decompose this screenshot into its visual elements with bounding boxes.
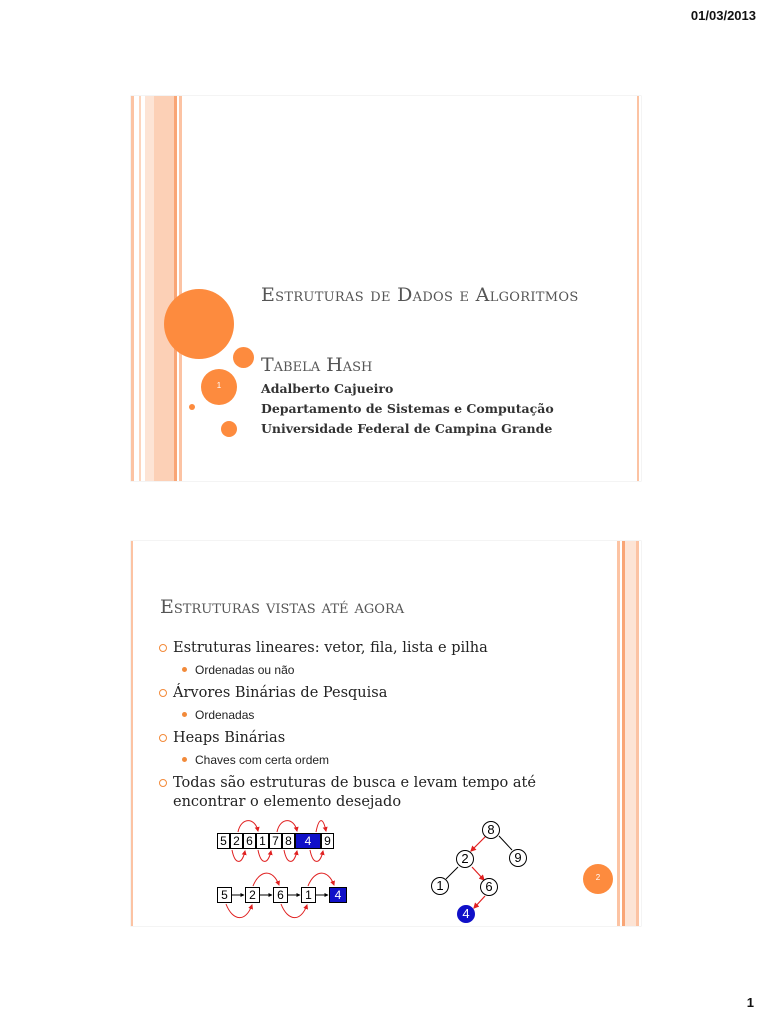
bullet-item: Árvores Binárias de Pesquisa [158, 684, 598, 703]
search-arrow [308, 873, 334, 886]
title-slide [131, 96, 641, 481]
decor-stripe [637, 96, 639, 481]
decor-circle-tiny [189, 404, 195, 410]
array-cell: 6 [243, 833, 256, 849]
array-cell: 7 [269, 833, 282, 849]
search-arrow [316, 821, 326, 832]
array-cell-highlighted: 4 [295, 833, 321, 849]
tree-edge [446, 867, 458, 879]
list-node: 5 [217, 887, 232, 903]
array-search-arrows [131, 541, 641, 926]
decor-circle-medium [233, 347, 254, 368]
list-node: 6 [273, 887, 288, 903]
bullet-item: Heaps Binárias [158, 729, 598, 748]
list-node-highlighted: 4 [329, 887, 347, 903]
decor-stripe [139, 96, 141, 481]
search-arrow [253, 873, 279, 886]
list-node: 2 [245, 887, 260, 903]
presentation-subtitle: Tabela Hash [261, 354, 373, 376]
array-cell: 2 [230, 833, 243, 849]
array-diagram [217, 833, 355, 849]
slide-title: Estruturas vistas até agora [160, 596, 405, 618]
tree-edge [472, 867, 484, 880]
bullet-item: Todas são estruturas de busca e levam tempo até encontrar o elemento desejado [158, 774, 598, 812]
tree-edge [499, 836, 512, 850]
author-name: Adalberto Cajueiro [261, 381, 394, 396]
sub-bullet-item: Ordenadas [158, 706, 598, 724]
search-arrow [281, 904, 307, 918]
tree-node: 1 [431, 877, 449, 895]
department-name: Departamento de Sistemas e Computação [261, 401, 554, 416]
array-cell: 8 [282, 833, 295, 849]
search-arrow [258, 850, 271, 861]
search-arrow [238, 821, 258, 832]
slide-number-badge [201, 369, 237, 405]
array-cell: 5 [217, 833, 230, 849]
tree-node: 8 [482, 821, 500, 839]
search-arrow [310, 850, 323, 861]
sub-bullet-item: Ordenadas ou não [158, 661, 598, 679]
decor-stripe [131, 96, 134, 481]
page-date: 01/03/2013 [690, 8, 756, 23]
array-cell: 1 [256, 833, 269, 849]
decor-stripe [174, 96, 177, 481]
search-arrow [232, 850, 245, 861]
bullet-item: Estruturas lineares: vetor, fila, lista e pilha [158, 639, 598, 658]
tree-node: 9 [509, 849, 527, 867]
decor-stripe [154, 96, 174, 481]
slide-number: 1 [216, 381, 222, 390]
presentation-title: Estruturas de Dados e Algoritmos [261, 284, 579, 306]
slide-number: 2 [595, 873, 601, 882]
decor-stripe [145, 96, 154, 481]
author-block [261, 379, 554, 439]
tree-node: 6 [480, 878, 498, 896]
decor-circle-large [164, 289, 234, 359]
content-slide [131, 541, 641, 926]
tree-node-highlighted: 4 [457, 905, 475, 923]
page-number: 1 [746, 995, 754, 1010]
sub-bullet-item: Chaves com certa ordem [158, 751, 598, 769]
tree-node: 2 [456, 850, 474, 868]
university-name: Universidade Federal de Campina Grande [261, 421, 553, 436]
search-arrow [284, 850, 297, 861]
decor-stripe [179, 96, 182, 481]
tree-edge [471, 836, 486, 851]
search-arrow [226, 904, 252, 918]
tree-edge [474, 896, 485, 908]
decor-circle-small [221, 421, 237, 437]
list-diagram [217, 887, 347, 903]
search-arrow [277, 821, 297, 832]
array-cell: 9 [321, 833, 334, 849]
list-node: 1 [301, 887, 316, 903]
